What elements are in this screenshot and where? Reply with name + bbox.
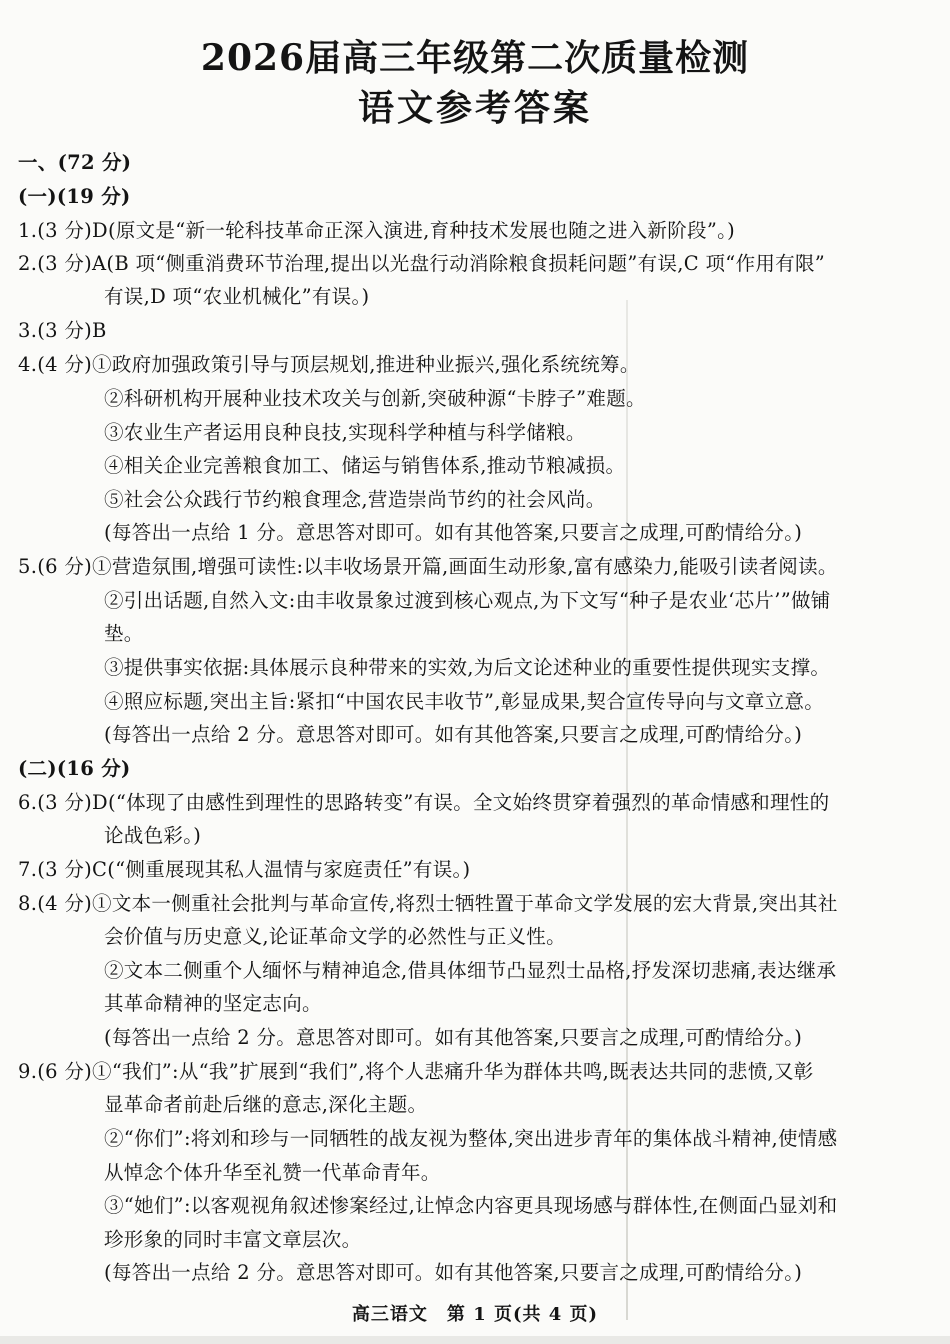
- answer-q8-point2: ②文本二侧重个人缅怀与精神追念,借具体细节凸显烈士品格,抒发深切悲痛,表达继承: [104, 959, 837, 982]
- answer-q5-point4: ④照应标题,突出主旨:紧扣“中国农民丰收节”,彰显成果,契合宣传导向与文章立意。: [104, 690, 825, 713]
- answer-q9-point3: ③“她们”:以客观视角叙述惨案经过,让悼念内容更具现场感与群体性,在侧面凸显刘和: [104, 1194, 838, 1217]
- answer-q8-point2-cont: 其革命精神的坚定志向。: [104, 992, 322, 1015]
- answer-q9: 9.(6 分)①“我们”:从“我”扩展到“我们”,将个人悲痛升华为群体共鸣,既表达共同的悲愤,又彰: [18, 1060, 814, 1083]
- answer-q6: 6.(3 分)D(“体现了由感性到理性的思路转变”有误。全文始终贯穿着强烈的革命情感和理性的: [18, 791, 830, 814]
- answer-q5-point2-cont: 垫。: [104, 622, 144, 645]
- answer-q5-point2: ②引出话题,自然入文:由丰收景象过渡到核心观点,为下文写“种子是农业‘芯片’”做铺: [104, 589, 831, 612]
- page-bottom-edge: [0, 1336, 950, 1344]
- answer-q9-point2: ②“你们”:将刘和珍与一同牺牲的战友视为整体,突出进步青年的集体战斗精神,使情感: [104, 1127, 838, 1150]
- answer-q8-scoring: (每答出一点给 2 分。意思答对即可。如有其他答案,只要言之成理,可酌情给分。): [104, 1026, 803, 1049]
- section-one-heading: 一、(72 分): [18, 151, 132, 174]
- subsection-two-heading: (二)(16 分): [18, 757, 131, 780]
- page-footer: 高三语文 第 1 页(共 4 页): [351, 1304, 599, 1325]
- answer-q4-point4: ④相关企业完善粮食加工、储运与销售体系,推动节粮减损。: [104, 454, 626, 477]
- answer-q4-scoring: (每答出一点给 1 分。意思答对即可。如有其他答案,只要言之成理,可酌情给分。): [104, 521, 803, 544]
- answer-q9-scoring: (每答出一点给 2 分。意思答对即可。如有其他答案,只要言之成理,可酌情给分。): [104, 1261, 803, 1284]
- page-title: 2026届高三年级第二次质量检测: [200, 37, 750, 79]
- answer-q8: 8.(4 分)①文本一侧重社会批判与革命宣传,将烈士牺牲置于革命文学发展的宏大背景,突出其社: [18, 892, 838, 915]
- answer-q7: 7.(3 分)C(“侧重展现其私人温情与家庭责任”有误。): [18, 858, 471, 881]
- answer-q9-point2-cont: 从悼念个体升华至礼赞一代革命青年。: [104, 1161, 441, 1184]
- answer-q2-cont: 有误,D 项“农业机械化”有误。): [104, 285, 370, 308]
- answer-q9-cont: 显革命者前赴后继的意志,深化主题。: [104, 1093, 428, 1116]
- answer-q4-point5: ⑤社会公众践行节约粮食理念,营造崇尚节约的社会风尚。: [104, 488, 606, 511]
- answer-q3: 3.(3 分)B: [18, 319, 107, 342]
- answer-q5: 5.(6 分)①营造氛围,增强可读性:以丰收场景开篇,画面生动形象,富有感染力,能吸引读者阅读。: [18, 555, 838, 578]
- answer-q2: 2.(3 分)A(B 项“侧重消费环节治理,提出以光盘行动消除粮食损耗问题”有误,C 项“作用有限”: [18, 252, 826, 275]
- answer-q8-cont: 会价值与历史意义,论证革命文学的必然性与正义性。: [104, 925, 566, 948]
- answer-q6-cont: 论战色彩。): [104, 824, 202, 847]
- answer-q1: 1.(3 分)D(原文是“新一轮科技革命正深入演进,育种技术发展也随之进入新阶段”。): [18, 219, 736, 242]
- subsection-one-heading: (一)(19 分): [18, 185, 131, 208]
- answer-q5-point3: ③提供事实依据:具体展示良种带来的实效,为后文论述种业的重要性提供现实支撑。: [104, 656, 831, 679]
- answer-q4-point2: ②科研机构开展种业技术攻关与创新,突破种源“卡脖子”难题。: [104, 387, 646, 410]
- answer-q4: 4.(4 分)①政府加强政策引导与顶层规划,推进种业振兴,强化系统统筹。: [18, 353, 640, 376]
- answer-q5-scoring: (每答出一点给 2 分。意思答对即可。如有其他答案,只要言之成理,可酌情给分。): [104, 723, 803, 746]
- answer-q4-point3: ③农业生产者运用良种良技,实现科学种植与科学储粮。: [104, 421, 586, 444]
- answer-q9-point3-cont: 珍形象的同时丰富文章层次。: [104, 1228, 362, 1251]
- page-subtitle: 语文参考答案: [357, 87, 592, 129]
